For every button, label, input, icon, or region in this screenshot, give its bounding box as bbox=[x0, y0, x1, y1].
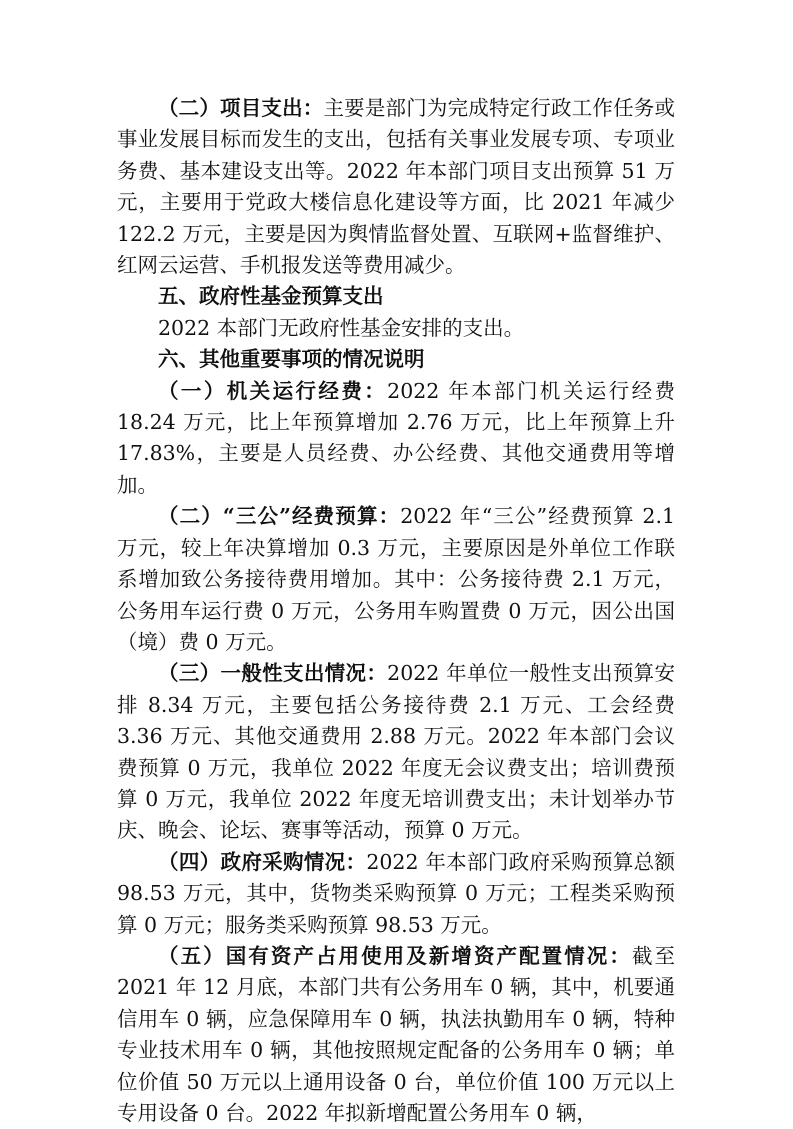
paragraph-text: 2022 年“三公”经费预算 2.1 万元，较上年决算增加 0.3 万元，主要原因是外单位工作联系增加致公务接待费用增加。其中：公务接待费 2.1 万元，公务用车运行费 0 万元，公务用车购置费 0 万元，因公出国（境）费 0 万元。 bbox=[117, 504, 676, 654]
paragraph-state-assets bbox=[117, 941, 675, 1129]
section-heading-government-fund: 五、政府性基金预算支出 bbox=[158, 284, 384, 309]
paragraph-government-fund bbox=[117, 313, 675, 344]
paragraph-text: 截至 2021 年 12 月底，本部门共有公务用车 0 辆，其中，机要通信用车 0 辆，应急保障用车 0 辆，执法执勤用车 0 辆，特种专业技术用车 0 辆，其他按照规定配备的公务用车 0 辆；单位价值 50 万元以上通用设备 0 台，单位价值 100 万元以上专用设备 0 台。2022 年拟新增配置公务用车 0 辆， bbox=[117, 943, 676, 1125]
paragraph-government-procurement bbox=[117, 847, 675, 941]
section-heading-other-matters: 六、其他重要事项的情况说明 bbox=[158, 347, 425, 372]
paragraph-project-expenditure bbox=[117, 93, 675, 281]
paragraph-text: 2022 本部门无政府性基金安排的支出。 bbox=[158, 315, 525, 340]
paragraph-text: 2022 年本部门政府采购预算总额 98.53 万元，其中，货物类采购预算 0 万元；工程类采购预算 0 万元；服务类采购预算 98.53 万元。 bbox=[117, 849, 676, 937]
paragraph-three-public-expenses bbox=[117, 501, 675, 658]
paragraph-lead: （五）国有资产占用使用及新增资产配置情况： bbox=[158, 943, 632, 968]
paragraph-text: 2022 年单位一般性支出预算安排 8.34 万元，主要包括公务接待费 2.1 万元、工会经费 3.36 万元、其他交通费用 2.88 万元。2022 年本部门会议费预算 0 万元，我单位 2022 年度无会议费支出；培训费预算 0 万元，我单位 2022 年度无培训费支出；未计划举办节庆、晚会、论坛、赛事等活动，预算 0 万元。 bbox=[117, 661, 675, 843]
paragraph-text: 主要是部门为完成特定行政工作任务或事业发展目标而发生的支出，包括有关事业发展专项、专项业务费、基本建设支出等。2022 年本部门项目支出预算 51 万元，主要用于党政大楼信息化建设等方面，比 2021 年减少 122.2 万元，主要是因为舆情监督处置、互联网+监督维护、红网云运营、手机报发送等费用减少。 bbox=[117, 96, 675, 278]
paragraph-lead: （一）机关运行经费： bbox=[158, 378, 388, 403]
paragraph-lead: （四）政府采购情况： bbox=[158, 849, 367, 874]
paragraph-lead: （二）项目支出： bbox=[158, 96, 324, 120]
paragraph-agency-operating-cost bbox=[117, 376, 675, 502]
document-page bbox=[117, 93, 675, 1129]
paragraph-text: 2022 年本部门机关运行经费 18.24 万元，比上年预算增加 2.76 万元，比上年预算上升 17.83%，主要是人员经费、办公经费、其他交通费用等增加。 bbox=[117, 378, 675, 497]
paragraph-lead: （三）一般性支出情况： bbox=[158, 661, 388, 686]
paragraph-general-expenditure bbox=[117, 658, 675, 846]
paragraph-lead: （二）“三公”经费预算： bbox=[158, 504, 401, 529]
